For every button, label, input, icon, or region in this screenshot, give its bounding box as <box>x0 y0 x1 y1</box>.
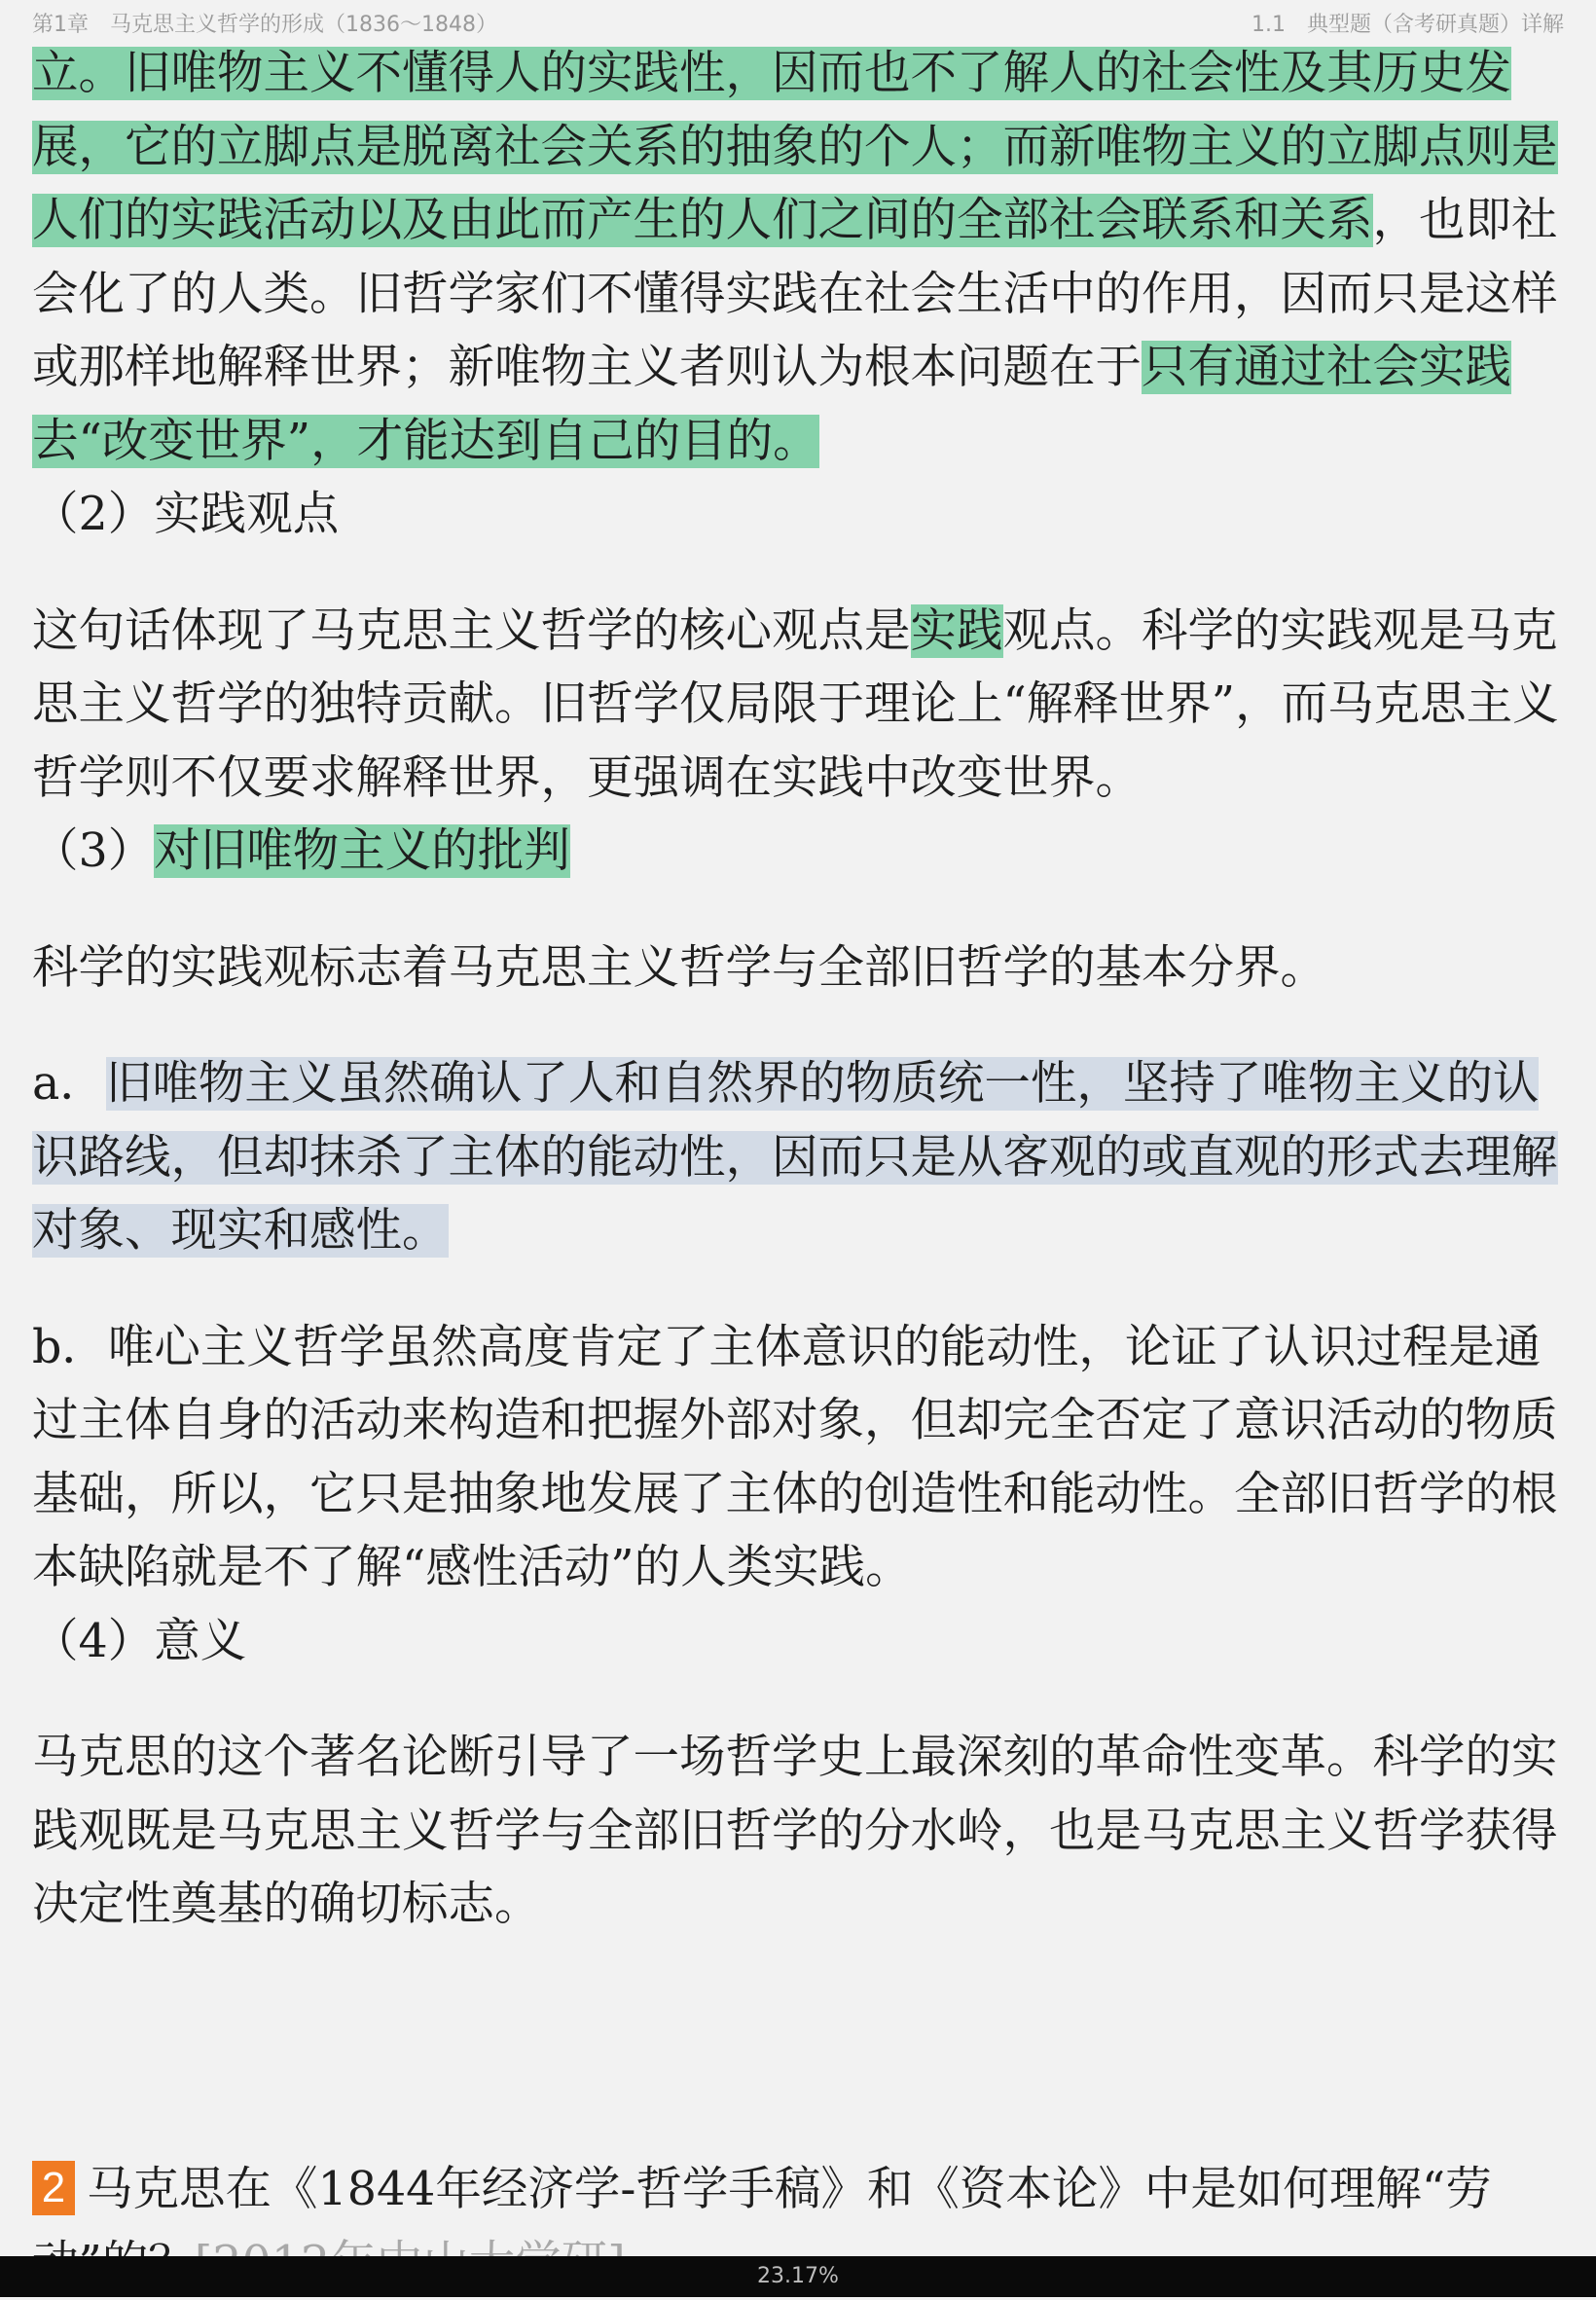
paragraph-b: b．唯心主义哲学虽然高度肯定了主体意识的能动性，论证了认识过程是通过主体自身的活动来构造和把握外部对象，但却完全否定了意识活动的物质基础，所以，它只是抽象地发展了主体的创造性和能动性。全部旧哲学的根本缺陷就是不了解“感性活动”的人类实践。 <box>32 1320 1558 1594</box>
highlight-blue[interactable]: 旧唯物主义虽然确认了人和自然界的物质统一性，坚持了唯物主义的认识路线，但却抹杀了主体的能动性，因而只是从客观的或直观的形式去理解对象、现实和感性。 <box>32 1057 1558 1258</box>
question-number-badge: 2 <box>32 2161 75 2215</box>
item-prefix: a． <box>32 1057 106 1111</box>
highlight-green[interactable]: 只有通过社会实践去“改变世界”，才能达到自己的目的。 <box>32 341 1511 468</box>
reading-progress-bar <box>0 2256 1596 2297</box>
reading-progress: 23.17% <box>757 2264 839 2288</box>
paragraph-text: ，也即社会化了的人类。旧哲学家们不懂得实践在社会生活中的作用，因而只是这样或那样地解释世界；新唯物主义者则认为根本问题在于 <box>32 194 1558 394</box>
paragraph-text: 观点。科学的实践观是马克思主义哲学的独特贡献。旧哲学仅局限于理论上“解释世界”，而马克思主义哲学则不仅要求解释世界，更强调在实践中改变世界。 <box>32 603 1559 805</box>
question-text: 马克思在《1844年经济学-哲学手稿》和《资本论》中是如何理解“劳 <box>87 2163 1492 2216</box>
section-heading-4: （4）意义 <box>32 1614 247 1668</box>
paragraph-a <box>32 1047 1565 1268</box>
heading-prefix: （3） <box>32 824 155 878</box>
paragraph-significance: 马克思的这个著名论断引导了一场哲学史上最深刻的革命性变革。科学的实践观既是马克思主义哲学与全部旧哲学的分水岭，也是马克思主义哲学获得决定性奠基的确切标志。 <box>32 1731 1558 1931</box>
section-heading-3 <box>32 815 1565 889</box>
paragraph-boundary: 科学的实践观标志着马克思主义哲学与全部旧哲学的基本分界。 <box>32 940 1326 995</box>
section-heading-2: （2）实践观点 <box>32 488 340 541</box>
section-title: 1.1 典型题（含考研真题）详解 <box>1251 13 1564 37</box>
highlight-green[interactable]: 立。旧唯物主义不懂得人的实践性，因而也不了解人的社会性及其历史发展，它的立脚点是脱离社会关系的抽象的个人；而新唯物主义的立脚点则是人们的实践活动以及由此而产生的人们之间的全部社会联系和关系 <box>32 47 1558 247</box>
paragraph-text: 这句话体现了马克思主义哲学的核心观点是 <box>32 603 911 658</box>
highlight-green[interactable]: 对旧唯物主义的批判 <box>154 824 570 878</box>
paragraph-practice-intro <box>32 37 1565 478</box>
paragraph-practice-view <box>32 595 1565 816</box>
running-header <box>0 0 1596 39</box>
highlight-green[interactable]: 实践 <box>910 603 1003 658</box>
chapter-title: 第1章 马克思主义哲学的形成（1836～1848） <box>32 13 497 37</box>
reading-content <box>32 37 1565 1942</box>
